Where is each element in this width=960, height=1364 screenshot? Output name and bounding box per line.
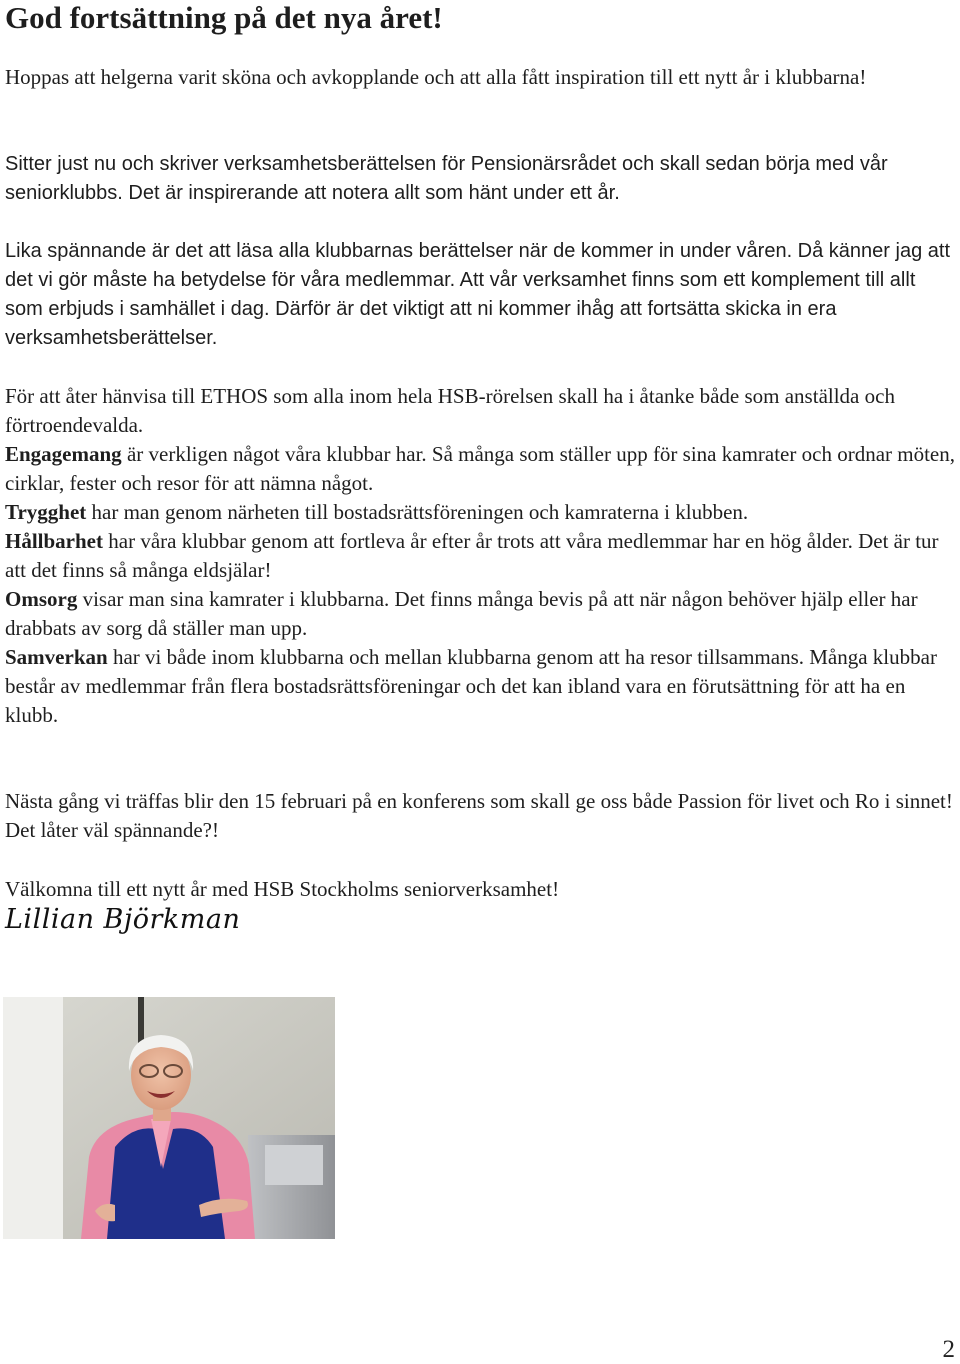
paragraph-next-meeting: Nästa gång vi träffas blir den 15 februari på en konferens som skall ge oss både Passion för livet och Ro i sinnet! Det låter väl spännande?! xyxy=(5,789,953,842)
paragraph-report: Sitter just nu och skriver verksamhetsberättelsen för Pensionärsrådet och skall sedan börja med vår seniorklubbs. Det är inspirerande att notera allt som hänt under ett år. xyxy=(5,153,888,204)
portrait-photo xyxy=(3,997,335,1239)
keyword-hallbarhet: Hållbarhet xyxy=(5,529,103,553)
paragraph-engagemang xyxy=(5,440,955,498)
paragraph-trygghet xyxy=(5,498,955,527)
keyword-engagemang: Engagemang xyxy=(5,442,122,466)
keyword-trygghet: Trygghet xyxy=(5,500,87,524)
text-omsorg: visar man sina kamrater i klubbarna. Det finns många bevis på att när någon behöver hjälp eller har drabbats av sorg då ställer man upp. xyxy=(5,587,918,640)
keyword-samverkan: Samverkan xyxy=(5,645,108,669)
keyword-omsorg: Omsorg xyxy=(5,587,78,611)
paragraph-intro: Hoppas att helgerna varit sköna och avkopplande och att alla fått inspiration till ett nytt år i klubbarna! xyxy=(5,65,867,89)
paragraph-omsorg xyxy=(5,585,955,643)
signature: Lillian Björkman xyxy=(5,904,241,935)
text-samverkan: har vi både inom klubbarna och mellan klubbarna genom att ha resor tillsammans. Många klubbar består av medlemmar från flera bostadsrättsföreningar och det kan ibland vara en förutsättning för att ha en klubb. xyxy=(5,645,937,727)
page-title: God fortsättning på det nya året! xyxy=(5,0,443,35)
page-number: 2 xyxy=(942,1336,955,1363)
paragraph-stories: Lika spännande är det att läsa alla klubbarnas berättelser när de kommer in under våren. Då känner jag att det vi gör måste ha betydelse för våra medlemmar. Att vår verksamhet finns som ett komplement till allt som erbjuds i samhället i dag. Därför är det viktigt att ni kommer ihåg att fortsätta skicka in era verksamhetsberättelser. xyxy=(5,240,950,349)
paragraph-samverkan xyxy=(5,643,955,730)
paragraph-hallbarhet xyxy=(5,527,955,585)
paragraph-welcome: Välkomna till ett nytt år med HSB Stockholms seniorverksamhet! xyxy=(5,877,560,901)
paragraph-ethos: För att åter hänvisa till ETHOS som alla inom hela HSB-rörelsen skall ha i åtanke både som anställda och förtroendevalda. xyxy=(5,384,895,437)
text-engagemang: är verkligen något våra klubbar har. Så många som ställer upp för sina kamrater och ordnar möten, cirklar, fester och resor för att nämna något. xyxy=(5,442,955,495)
text-trygghet: har man genom närheten till bostadsrättsföreningen och kamraterna i klubben. xyxy=(86,500,749,524)
text-hallbarhet: har våra klubbar genom att fortleva år efter år trots att våra medlemmar har en hög ålder. Det är tur att det finns så många eldsjälar! xyxy=(5,529,939,582)
